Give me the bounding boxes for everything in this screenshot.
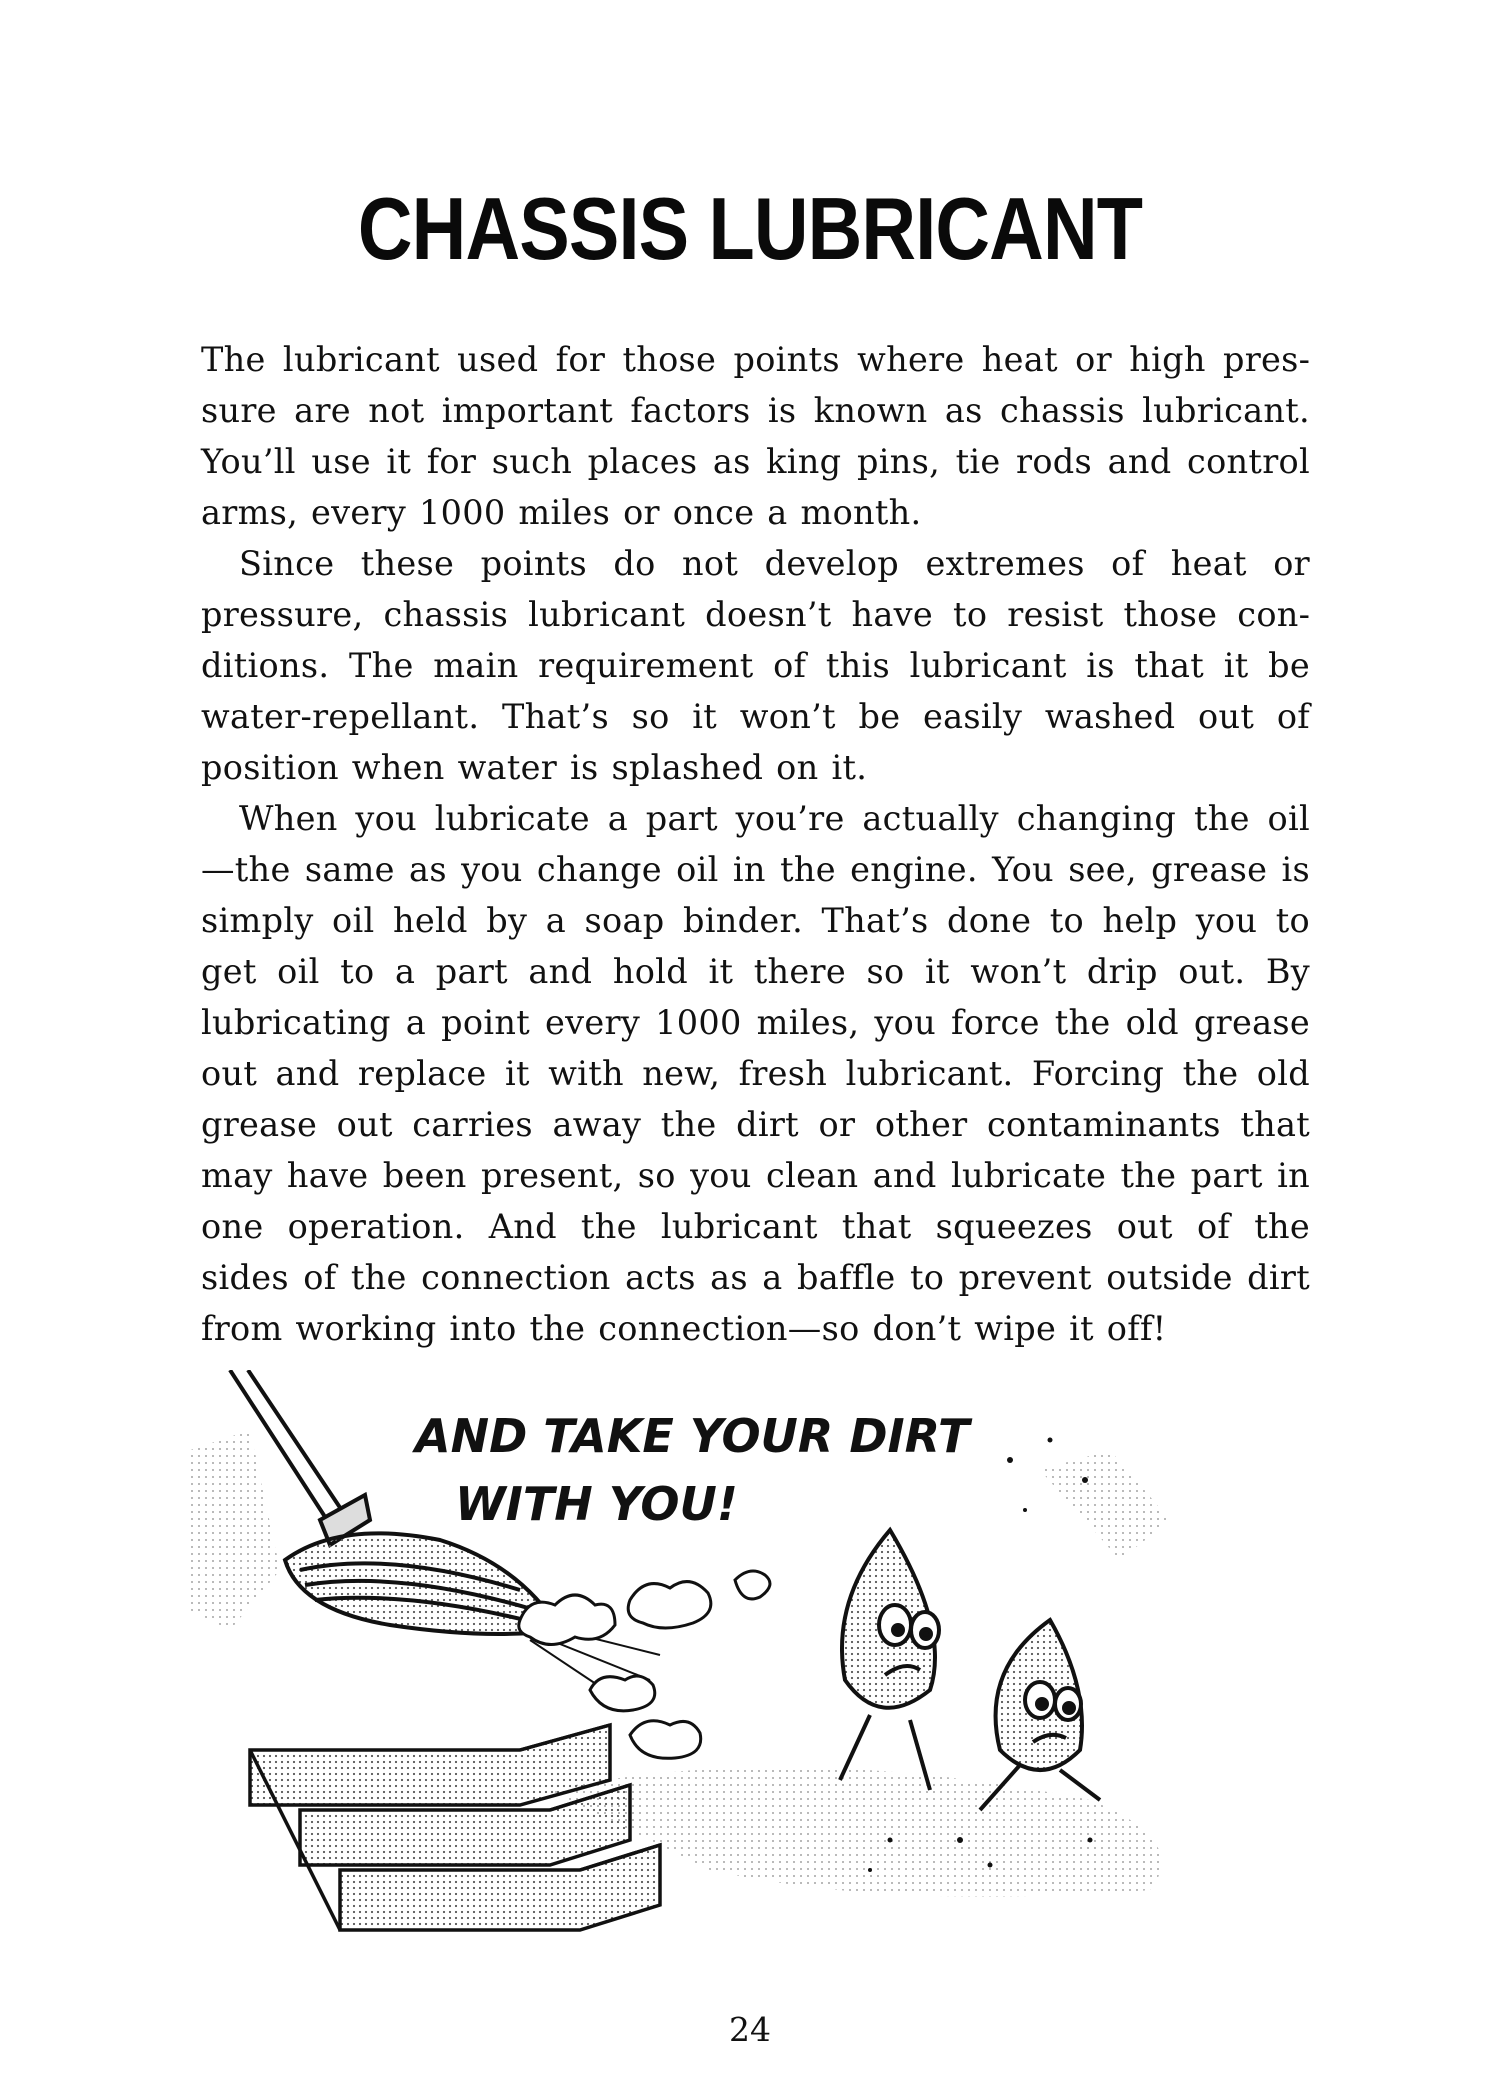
paragraph-3: When you lubricate a part you’re actually changing the oil —the same as you change oil in the engine. You see, grease is simply oil held by a soap binder. That’s done to help you to get oil to a part and hold it there so it won’t drip out. By lubricating a point every 1000 miles, you force the old grease out and replace it with new, fresh lubricant. Forcing the old grease out carries away the dirt or other contaminants that may have been present, so you clean and lubricate the part in one operation. And the lubricant that squeezes out of the sides of the connection acts as a baffle to prevent outside dirt from working into the connection—so don’t wipe it off! [201, 799, 1310, 1348]
paragraph-2: Since these points do not develop extremes of heat or pressure, chassis lubricant doesn’t have to resist those conditions. The main requirement of this lubricant is that it be water-repellant. That’s so it won’t be easily washed out of position when water is splashed on it. [201, 544, 1310, 787]
grease-drop-character-1 [840, 1530, 939, 1790]
caption-line-2: WITH YOU! [455, 1477, 738, 1531]
body-text [201, 334, 1310, 1354]
dust-cloud-icon [519, 1571, 770, 1758]
caption-line-1: AND TAKE YOUR DIRT [415, 1409, 970, 1463]
page-title: CHASSIS LUBRICANT [357, 179, 1143, 278]
paragraph-1: The lubricant used for those points where heat or high pressure are not important factors is known as chassis lubricant. You’ll use it for such places as king pins, tie rods and control arms, every 1000 miles or once a month. [201, 340, 1310, 532]
stairs-icon [250, 1725, 660, 1930]
page-number: 24 [729, 2010, 771, 2049]
cartoon-illustration [190, 1370, 1240, 1970]
grease-drop-character-2 [980, 1620, 1100, 1810]
